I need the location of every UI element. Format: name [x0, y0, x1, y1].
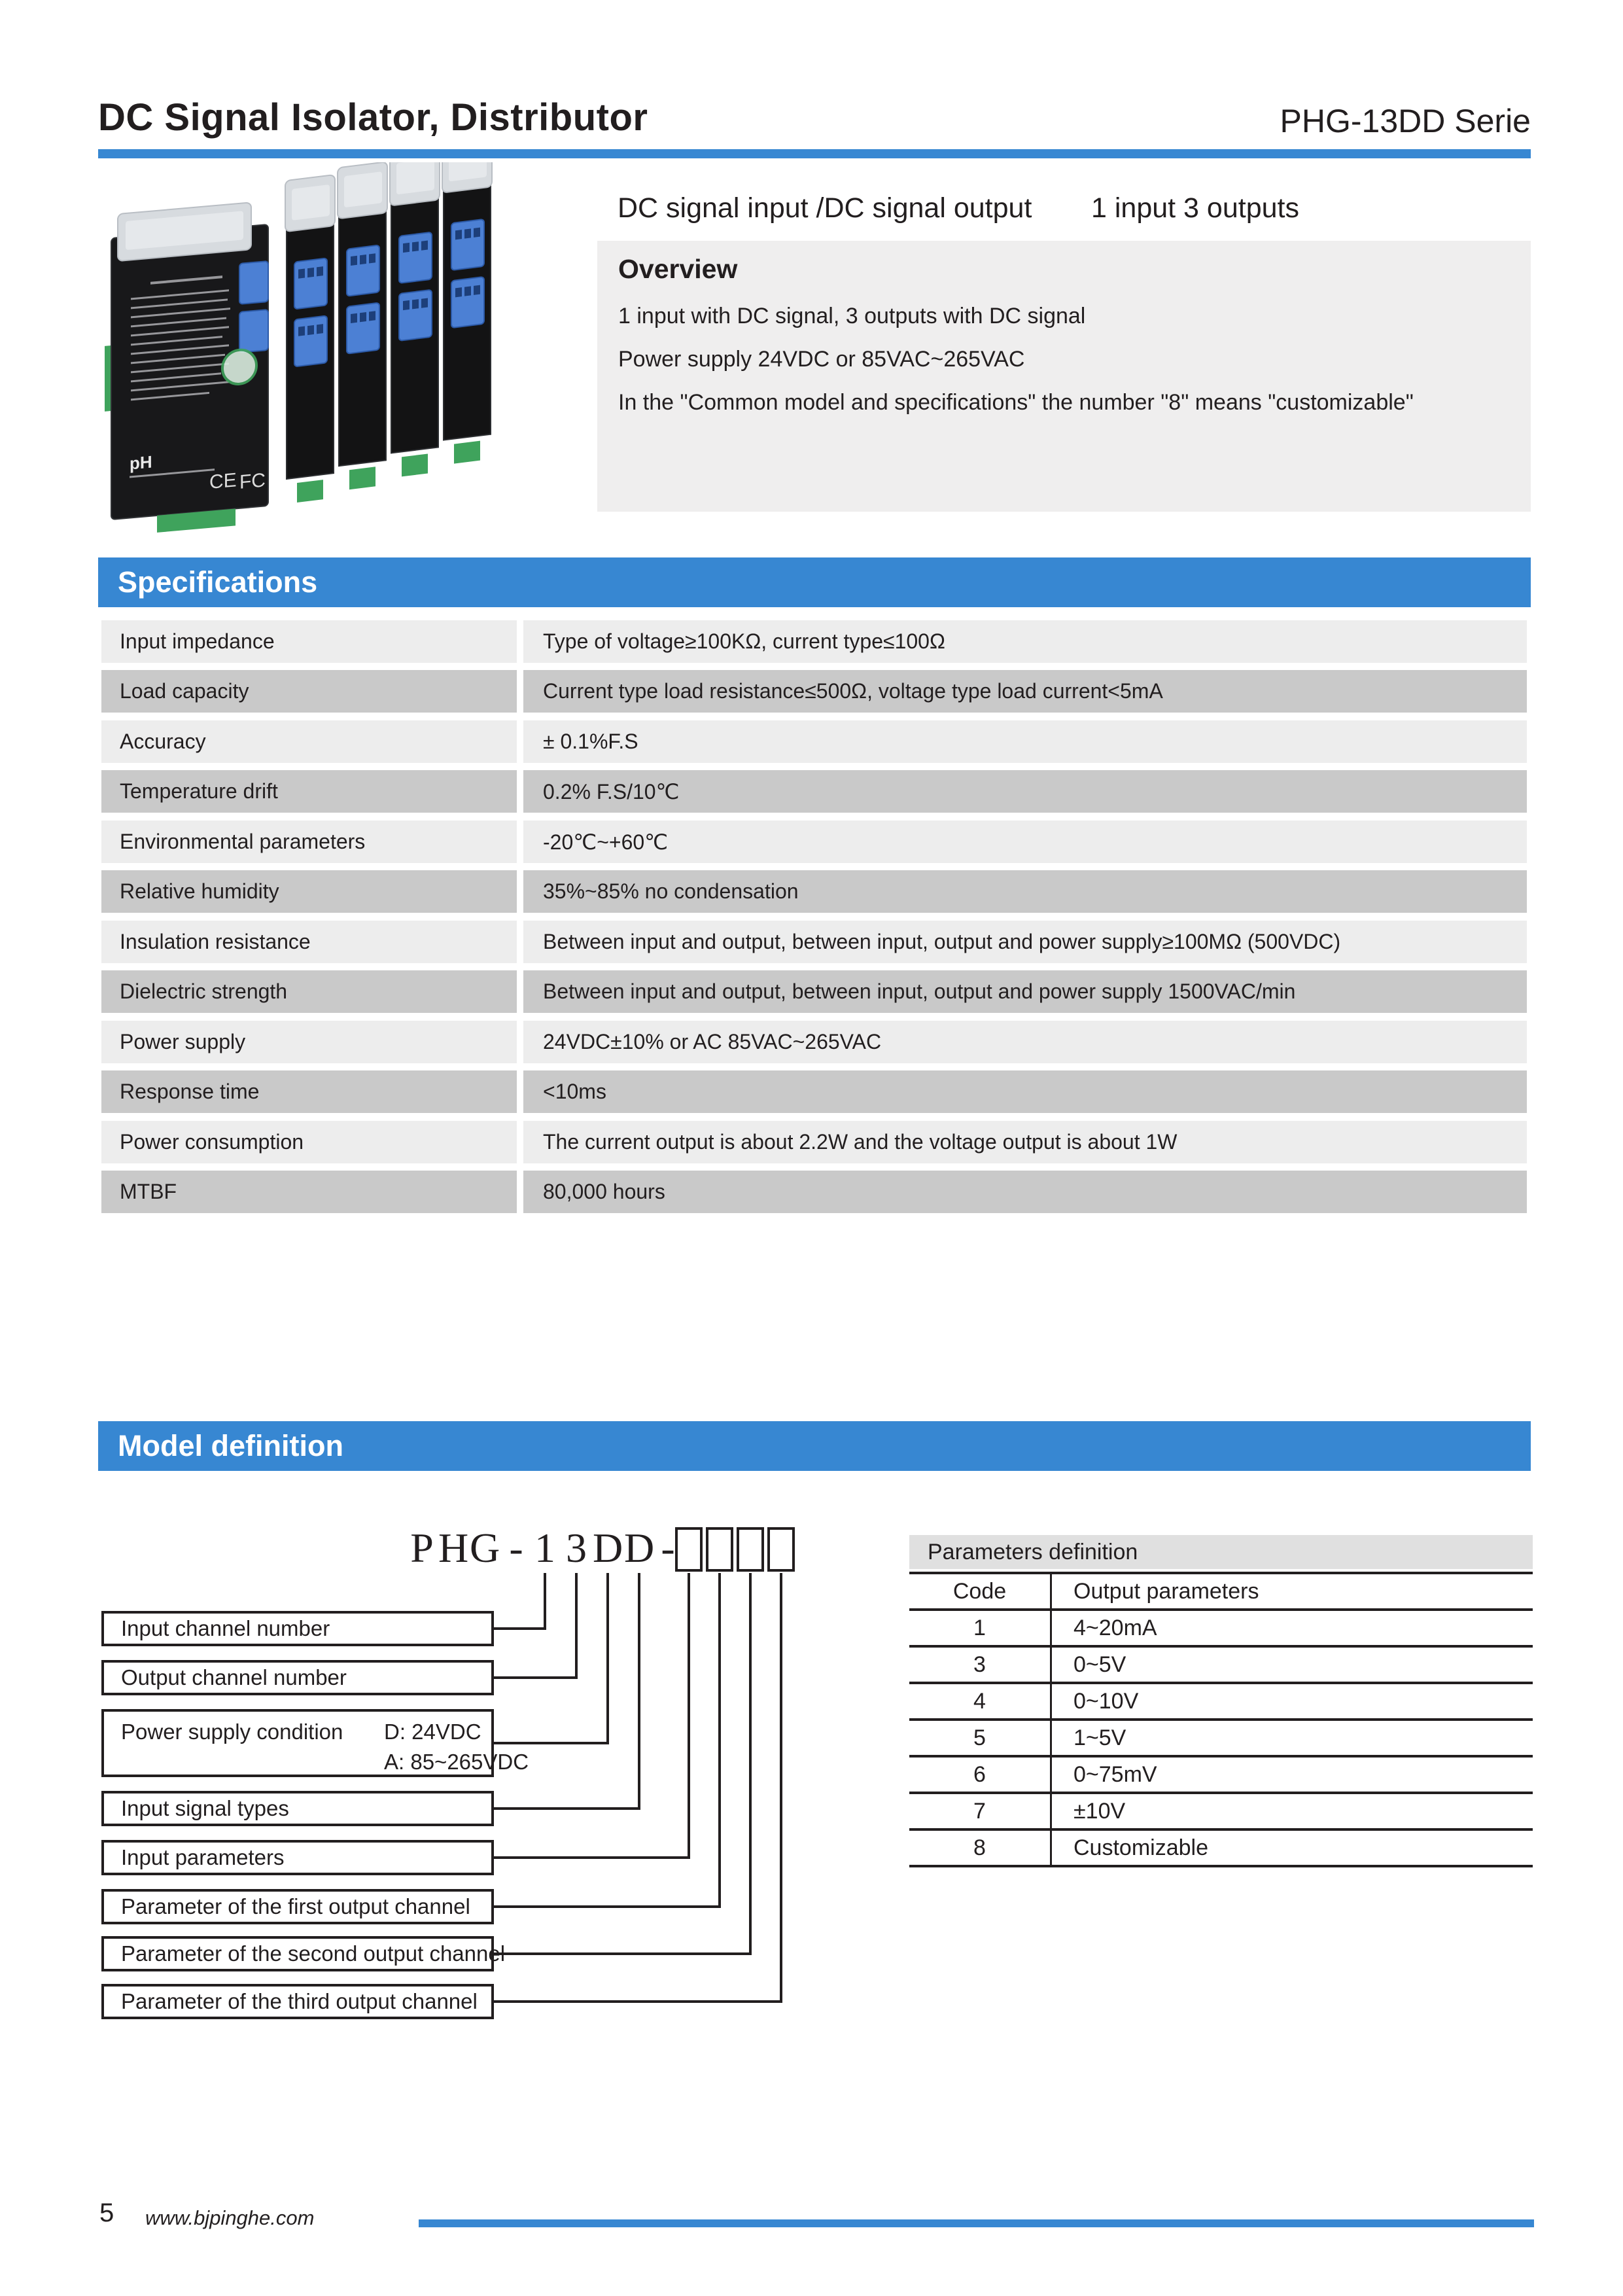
param-output-cell: 0~5V: [1073, 1651, 1126, 1677]
spec-row-label: Relative humidity: [101, 870, 517, 913]
model-definition-section-header: Model definition: [98, 1421, 1531, 1471]
overview-line: In the "Common model and specifications" the number "8" means "customizable": [618, 390, 1414, 415]
spec-row-label: Insulation resistance: [101, 921, 517, 963]
param-table-header-row: [909, 1574, 1533, 1611]
model-label-box: [101, 1791, 494, 1826]
spec-row-value: Between input and output, between input, output and power supply 1500VAC/min: [523, 970, 1527, 1013]
intro-io-count: 1 input 3 outputs: [1091, 192, 1299, 224]
power-supply-option: A: 85~265VDC: [384, 1750, 529, 1774]
param-table-row: [909, 1648, 1533, 1684]
model-label-text: Parameter of the third output channel: [121, 1989, 478, 2013]
power-supply-option: D: 24VDC: [384, 1720, 481, 1744]
spec-row-label: Load capacity: [101, 670, 517, 713]
model-code-char: D: [593, 1525, 623, 1571]
spec-row-value: ± 0.1%F.S: [523, 720, 1527, 763]
model-code-placeholder-box: [675, 1527, 703, 1572]
param-table-row: [909, 1611, 1533, 1648]
model-label-box: [101, 1660, 494, 1695]
intro-heading: DC signal input /DC signal output: [618, 192, 1032, 224]
param-table-row: [909, 1684, 1533, 1721]
series-name: PHG-13DD Serie: [1280, 103, 1531, 139]
spec-row-value: -20℃~+60℃: [523, 821, 1527, 863]
power-supply-options: [384, 1717, 529, 1777]
model-label-text: Input signal types: [121, 1796, 289, 1820]
model-code-char: H: [438, 1525, 469, 1571]
model-label-box: [101, 1709, 529, 1777]
param-table-row: [909, 1794, 1533, 1831]
model-label-text: Input parameters: [121, 1845, 285, 1869]
param-table-row: [909, 1757, 1533, 1794]
model-code-placeholder-box: [706, 1527, 733, 1572]
model-label-text: Parameter of the first output channel: [121, 1894, 470, 1918]
overview-line: Power supply 24VDC or 85VAC~265VAC: [618, 347, 1025, 372]
specifications-section-header: Specifications: [98, 557, 1531, 607]
model-label-text: Power supply condition: [121, 1720, 343, 1744]
spec-row-value: 80,000 hours: [523, 1171, 1527, 1213]
spec-row-value: <10ms: [523, 1070, 1527, 1113]
overview-line: 1 input with DC signal, 3 outputs with DC signal: [618, 304, 1086, 328]
param-code-cell: 5: [973, 1725, 986, 1750]
model-code-placeholder-box: [767, 1527, 795, 1572]
model-label-box: [101, 1889, 494, 1924]
model-label-box: [101, 1840, 494, 1875]
model-code-char: D: [624, 1525, 655, 1571]
param-code-cell: Code: [952, 1578, 1007, 1604]
spec-row-label: MTBF: [101, 1171, 517, 1213]
model-code-char: -: [661, 1525, 675, 1571]
param-output-cell: Output parameters: [1073, 1578, 1259, 1604]
spec-row-value: 24VDC±10% or AC 85VAC~265VAC: [523, 1021, 1527, 1063]
param-code-cell: 6: [973, 1761, 986, 1787]
spec-row-value: Between input and output, between input, output and power supply≥100MΩ (500VDC): [523, 921, 1527, 963]
param-code-cell: 3: [973, 1651, 986, 1677]
param-code-cell: 8: [973, 1835, 986, 1860]
param-table-row: [909, 1721, 1533, 1757]
parameters-table-title: Parameters definition: [909, 1535, 1533, 1569]
model-code-char: P: [410, 1525, 434, 1571]
param-output-cell: Customizable: [1073, 1835, 1208, 1860]
spec-row-value: 0.2% F.S/10℃: [523, 770, 1527, 813]
model-code-placeholder-box: [737, 1527, 764, 1572]
model-code-char: 3: [566, 1525, 587, 1571]
footer-rule: [419, 2219, 1534, 2227]
param-output-cell: 0~10V: [1073, 1688, 1139, 1714]
spec-row-value: 35%~85% no condensation: [523, 870, 1527, 913]
model-label-box: [101, 1984, 494, 2019]
spec-row-label: Environmental parameters: [101, 821, 517, 863]
param-output-cell: 4~20mA: [1073, 1615, 1157, 1640]
spec-row-label: Dielectric strength: [101, 970, 517, 1013]
site-url: www.bjpinghe.com: [145, 2206, 315, 2229]
model-label-text: Input channel number: [121, 1616, 330, 1640]
overview-title: Overview: [618, 254, 738, 284]
page-number: 5: [99, 2199, 114, 2227]
model-label-box: [101, 1936, 506, 1971]
svg-text:FC: FC: [239, 469, 266, 493]
model-code-char: 1: [534, 1525, 555, 1571]
model-code-char: G: [470, 1525, 500, 1571]
spec-row-label: Input impedance: [101, 620, 517, 663]
param-code-cell: 1: [973, 1615, 986, 1640]
param-output-cell: 1~5V: [1073, 1725, 1126, 1750]
param-code-cell: 7: [973, 1798, 986, 1824]
param-table-row: [909, 1831, 1533, 1867]
model-label-box: [101, 1611, 494, 1646]
model-code-char: -: [509, 1525, 523, 1571]
spec-row-label: Power consumption: [101, 1121, 517, 1163]
spec-row-value: Current type load resistance≤500Ω, voltage type load current<5mA: [523, 670, 1527, 713]
svg-text:pH: pH: [130, 451, 152, 474]
param-output-cell: ±10V: [1073, 1798, 1126, 1824]
parameters-table-divider: [1050, 1572, 1052, 1865]
spec-row-label: Power supply: [101, 1021, 517, 1063]
spec-row-value: The current output is about 2.2W and the voltage output is about 1W: [523, 1121, 1527, 1163]
page-title: DC Signal Isolator, Distributor: [98, 96, 648, 139]
parameters-table: [909, 1572, 1533, 1867]
model-label-text: Parameter of the second output channel: [121, 1941, 506, 1966]
svg-text:CE: CE: [209, 469, 237, 493]
param-code-cell: 4: [973, 1688, 986, 1714]
spec-row-label: Temperature drift: [101, 770, 517, 813]
spec-row-label: Response time: [101, 1070, 517, 1113]
spec-row-label: Accuracy: [101, 720, 517, 763]
spec-row-value: Type of voltage≥100KΩ, current type≤100Ω: [523, 620, 1527, 663]
model-label-text: Output channel number: [121, 1665, 347, 1689]
param-output-cell: 0~75mV: [1073, 1761, 1157, 1787]
